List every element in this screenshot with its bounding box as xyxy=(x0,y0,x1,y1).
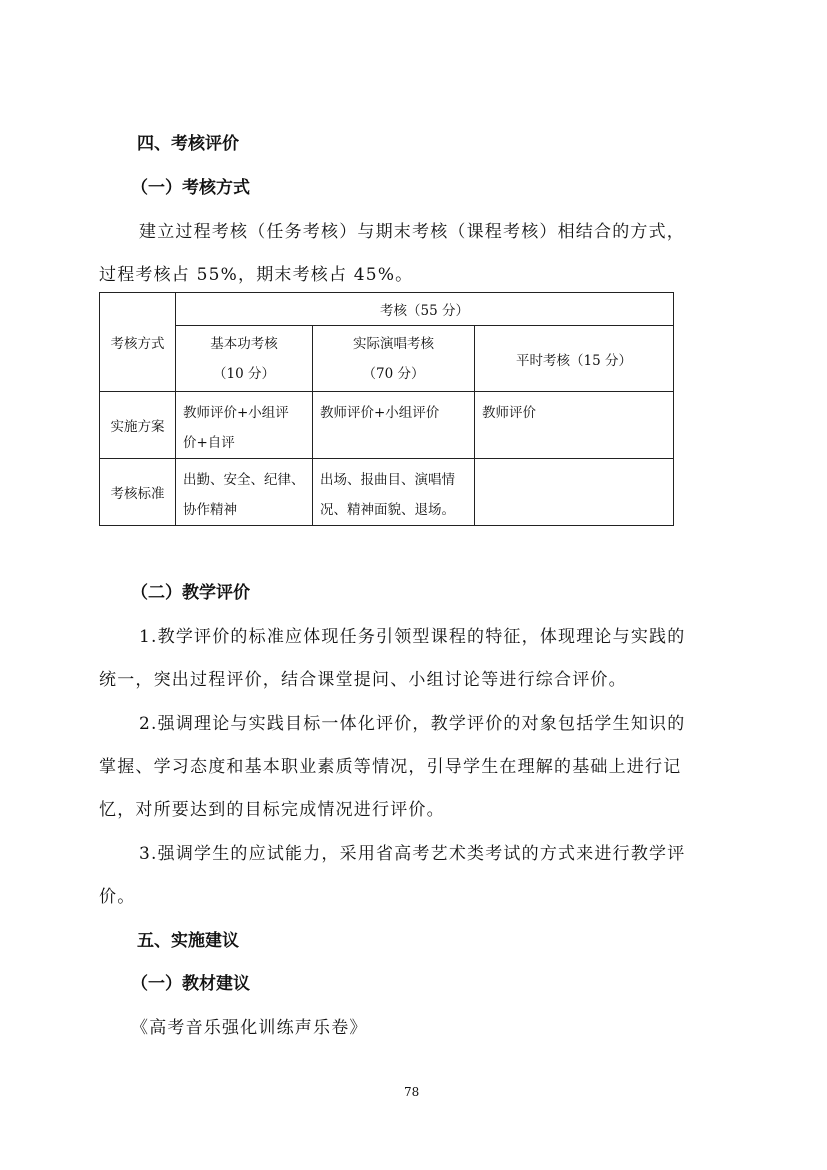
plan-basic-line1: 教师评价+小组评 xyxy=(183,405,289,421)
plan-singing: 教师评价+小组评价 xyxy=(313,392,475,459)
subsection-assessment-method-heading: （一）考核方式 xyxy=(131,178,250,198)
plan-daily: 教师评价 xyxy=(475,392,674,459)
header-singing-line2: （70 分） xyxy=(362,365,425,382)
intro-line-1: 建立过程考核（任务考核）与期末考核（课程考核）相结合的方式， xyxy=(139,222,685,242)
eval-p1-line2: 统一，突出过程评价，结合课堂提问、小组讨论等进行综合评价。 xyxy=(99,670,627,690)
std-singing-line2: 况、精神面貌、退场。 xyxy=(320,502,455,518)
eval-p3-line2: 价。 xyxy=(99,887,136,907)
plan-basic xyxy=(176,392,313,459)
table-row xyxy=(100,326,674,392)
subsection-teaching-evaluation-heading: （二）教学评价 xyxy=(131,583,250,603)
header-basic xyxy=(176,326,313,392)
eval-p3-line1: 3.强调学生的应试能力，采用省高考艺术类考试的方式来进行教学评 xyxy=(139,844,686,864)
eval-p2-line2: 掌握、学习态度和基本职业素质等情况，引导学生在理解的基础上进行记 xyxy=(99,757,682,777)
std-singing xyxy=(313,459,475,526)
row-standard-label: 考核标准 xyxy=(100,459,176,526)
std-singing-line1: 出场、报曲目、演唱情 xyxy=(320,472,455,488)
std-basic-line1: 出勤、安全、纪律、 xyxy=(183,472,305,488)
header-singing-line1: 实际演唱考核 xyxy=(353,335,434,352)
eval-p2-line3: 忆，对所要达到的目标完成情况进行评价。 xyxy=(99,800,445,820)
intro-line-2: 过程考核占 55%，期末考核占 45%。 xyxy=(99,265,414,285)
header-daily: 平时考核（15 分） xyxy=(475,326,674,392)
table-row xyxy=(100,293,674,326)
page-number: 78 xyxy=(404,1085,420,1099)
section-4-heading: 四、考核评价 xyxy=(137,134,239,154)
table-row xyxy=(100,459,674,526)
std-basic-line2: 协作精神 xyxy=(183,502,237,518)
subsection-textbook-heading: （一）教材建议 xyxy=(131,974,250,994)
eval-p1-line1: 1.教学评价的标准应体现任务引领型课程的特征，体现理论与实践的 xyxy=(139,627,686,647)
header-basic-line1: 基本功考核 xyxy=(210,335,278,352)
header-method: 考核方式 xyxy=(100,293,176,392)
std-daily xyxy=(475,459,674,526)
header-singing xyxy=(313,326,475,392)
header-basic-line2: （10 分） xyxy=(213,365,275,382)
header-group: 考核（55 分） xyxy=(176,293,674,326)
plan-basic-line2: 价+自评 xyxy=(183,435,235,451)
textbook-title: 《高考音乐强化训练声乐卷》 xyxy=(131,1018,368,1038)
std-basic xyxy=(176,459,313,526)
table-row xyxy=(100,392,674,459)
eval-p2-line1: 2.强调理论与实践目标一体化评价，教学评价的对象包括学生知识的 xyxy=(139,714,686,734)
assessment-table xyxy=(99,292,674,526)
row-plan-label: 实施方案 xyxy=(100,392,176,459)
section-5-heading: 五、实施建议 xyxy=(137,931,239,951)
